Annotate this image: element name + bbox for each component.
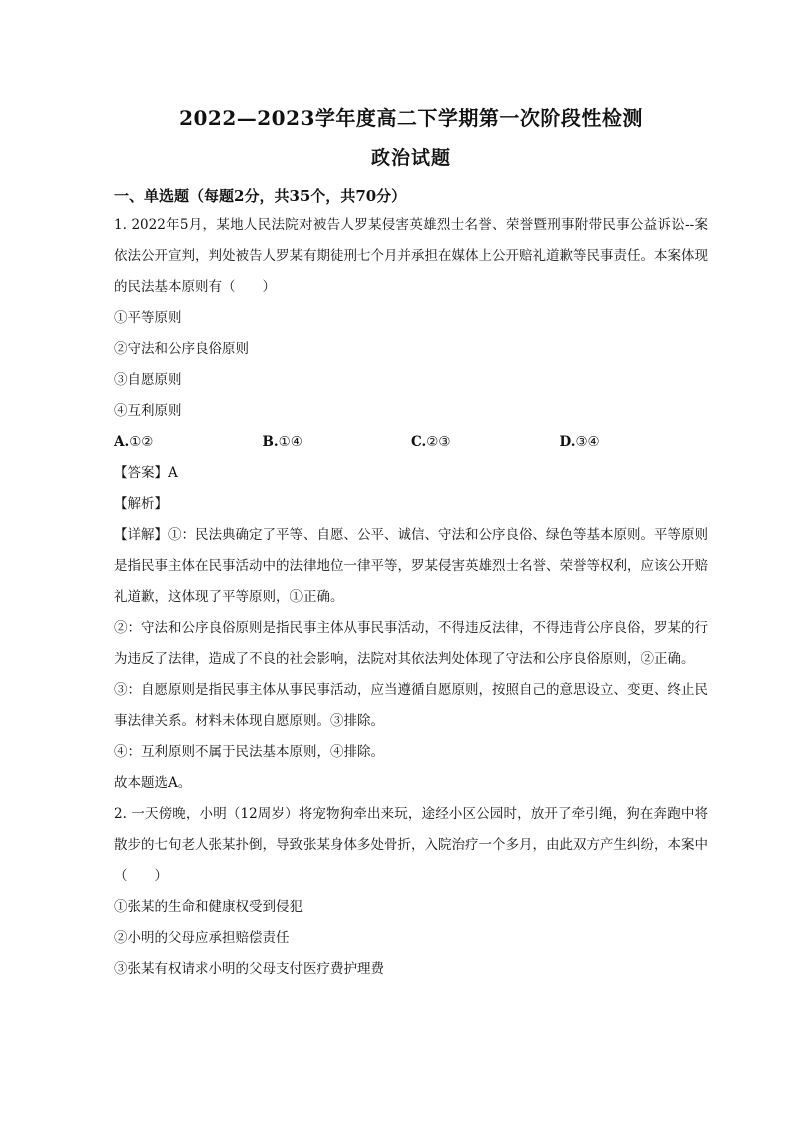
question-2-stem: 2. 一天傍晚，小明（12周岁）将宠物狗牵出来玩，途经小区公园时，放开了牵引绳，狗在奔跑中将散步的七旬老人张某扑倒，导致张某身体多处骨折，入院治疗一个多月，由此双方产生纠纷，本案中（ ） [114, 806, 708, 884]
question-2-item: ①张某的生命和健康权受到侵犯 [114, 899, 303, 915]
analysis-label: 【解析】 [114, 496, 168, 512]
page-title: 2022—2023学年度高二下学期第一次阶段性检测 [179, 106, 643, 130]
option-a [114, 427, 263, 458]
option-letter: D. [559, 434, 576, 450]
question-1-item: ④互利原则 [114, 403, 182, 419]
option-d [560, 427, 709, 458]
detail-paragraph: ②：守法和公序良俗原则是指民事主体从事民事活动，不得违反法律，不得违背公序良俗，罗某的行为违反了法律，造成了不良的社会影响，法院对其依法判处体现了守法和公序良俗原则，②正确。 [114, 620, 708, 667]
option-b [263, 427, 412, 458]
question-2-item: ③张某有权请求小明的父母支付医疗费护理费 [114, 961, 384, 977]
option-letter: A. [114, 434, 130, 450]
detail-paragraph: ③：自愿原则是指民事主体从事民事活动，应当遵循自愿原则，按照自己的意思设立、变更、终止民事法律关系。材料未体现自愿原则。③排除。 [114, 682, 708, 729]
detail-paragraph: ④：互利原则不属于民法基本原则，④排除。 [114, 744, 384, 760]
option-text: ①④ [278, 434, 303, 450]
question-1-stem: 1. 2022年5月，某地人民法院对被告人罗某侵害英雄烈士名誉、荣誉暨刑事附带民事公益诉讼--案依法公开宣判，判处被告人罗某有期徒刑七个月并承担在媒体上公开赔礼道歉等民事责任。本案体现的民法基本原则有（ ） [114, 217, 708, 295]
question-2-item: ②小明的父母应承担赔偿责任 [114, 930, 290, 946]
option-letter: C. [411, 434, 427, 450]
page-subtitle: 政治试题 [370, 147, 451, 169]
section-heading: 一、单选题（每题2分，共35个，共70分） [114, 187, 407, 205]
answer-label: 【答案】A [114, 465, 178, 481]
question-1-item: ②守法和公序良俗原则 [114, 341, 249, 357]
conclusion: 故本题选A。 [114, 775, 192, 791]
option-text: ③④ [575, 434, 600, 450]
question-1-item: ①平等原则 [114, 310, 182, 326]
option-c [411, 427, 560, 458]
option-text: ①② [129, 434, 154, 450]
detail-paragraph: 【详解】①：民法典确定了平等、自愿、公平、诚信、守法和公序良俗、绿色等基本原则。平等原则是指民事主体在民事活动中的法律地位一律平等，罗某侵害英雄烈士名誉、荣誉等权利，应该公开赔礼道歉，这体现了平等原则，①正确。 [114, 527, 708, 605]
option-text: ②③ [426, 434, 451, 450]
question-1-item: ③自愿原则 [114, 372, 182, 388]
option-letter: B. [262, 434, 279, 450]
question-1-options [114, 427, 708, 458]
